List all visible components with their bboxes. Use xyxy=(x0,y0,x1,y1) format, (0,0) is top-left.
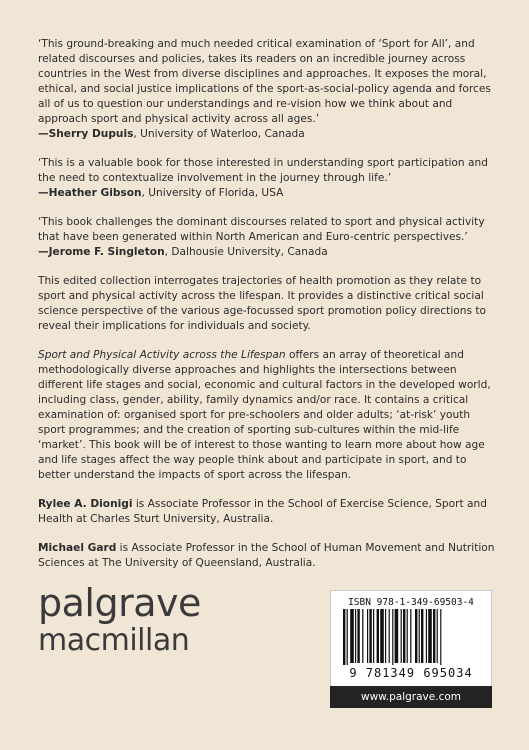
back-cover-text xyxy=(38,37,496,585)
endorsement-quote xyxy=(38,215,496,260)
editor-bio xyxy=(38,497,496,527)
quote-attribution xyxy=(38,127,496,142)
editor-name: Rylee A. Dionigi xyxy=(38,498,133,510)
publisher-logo xyxy=(38,581,201,658)
isbn-label: ISBN 978-1-349-69503-4 xyxy=(348,597,474,608)
quote-text: ‘This book challenges the dominant discourses related to sport and physical activity that have been generated within North American and Euro-centric perspectives.’ xyxy=(38,216,485,243)
publisher-url[interactable]: www.palgrave.com xyxy=(330,686,492,708)
editor-name: Michael Gard xyxy=(38,542,117,554)
quote-text: ‘This is a valuable book for those interested in understanding sport participation and the need to contextualize involvement in the journey through life.’ xyxy=(38,157,488,184)
book-details xyxy=(38,348,496,483)
endorsement-quote xyxy=(38,156,496,201)
editor-bio-text: is Associate Professor in the School of Exercise Science, Sport and Health at Charles Sturt University, Australia. xyxy=(38,498,487,525)
quote-affiliation: , Dalhousie University, Canada xyxy=(164,246,328,258)
editor-bio-text: is Associate Professor in the School of Human Movement and Nutrition Sciences at The University of Queensland, Australia. xyxy=(38,542,495,569)
barcode-icon xyxy=(343,609,479,665)
quote-affiliation: , University of Waterloo, Canada xyxy=(133,128,305,140)
logo-line-palgrave: palgrave xyxy=(38,581,201,625)
quote-author: —Jerome F. Singleton xyxy=(38,246,165,258)
quote-attribution xyxy=(38,186,496,201)
logo-line-macmillan: macmillan xyxy=(38,623,190,658)
book-title: Sport and Physical Activity across the Lifespan xyxy=(38,349,286,361)
details-text: offers an array of theoretical and methodologically diverse approaches and highlights the intersections between different life stages and social, economic and cultural factors in the developed world, including class, gender, ability, family dynamics and/or race. It contains a critical examination of: organised sport for pre-schoolers and older adults; ‘at-risk’ youth sport programmes; and the creation of sporting sub-cultures within the mid-life ‘market’. This book will be of interest to those wanting to learn more about how age and life stages affect the way people think about and participate in sport, and to better understand the impacts of sport across the lifespan. xyxy=(38,349,491,481)
book-description: This edited collection interrogates trajectories of health promotion as they relate to sport and physical activity across the lifespan. It provides a distinctive critical social science perspective of the various age-focussed sport promotion policy directions to reveal their implications for individuals and society. xyxy=(38,275,486,332)
quote-attribution xyxy=(38,245,496,260)
quote-author: —Heather Gibson xyxy=(38,187,142,199)
endorsement-quote xyxy=(38,37,496,142)
quote-text: ‘This ground-breaking and much needed critical examination of ‘Sport for All’, and related discourses and policies, takes its readers on an incredible journey across countries in the West from diverse disciplines and approaches. It exposes the moral, ethical, and social justice implications of the sport-as-social-policy agenda and forces all of us to question our understandings and re-vision how we think about and approach sport and physical activity across all ages.’ xyxy=(38,38,491,125)
editor-bio xyxy=(38,541,496,571)
quote-affiliation: , University of Florida, USA xyxy=(141,187,284,199)
barcode-number: 9 781349 695034 xyxy=(349,666,473,680)
isbn-barcode xyxy=(330,590,492,687)
quote-author: —Sherry Dupuis xyxy=(38,128,134,140)
